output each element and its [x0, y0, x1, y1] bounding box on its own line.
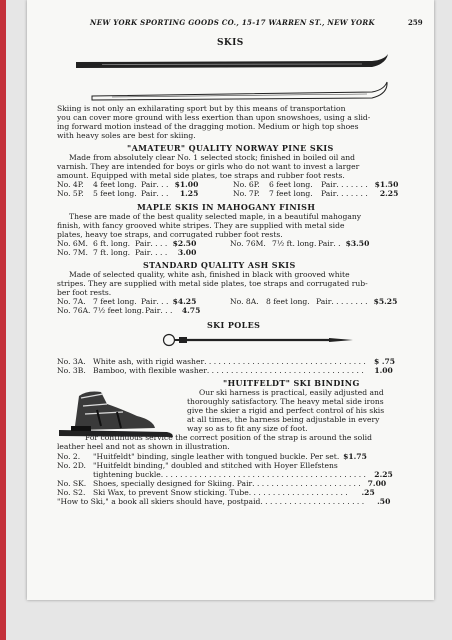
price-row: No. 76M. 7½ ft. long. Pair. . . $3.50 — [230, 239, 369, 248]
price-row: No. 3A. White ash, with rigid washer. . . $ .75 — [57, 357, 395, 366]
price-row: No. 8A. 8 feet long. Pair. . . $5.25 — [230, 297, 397, 306]
price-row: No. 3B. Bamboo, with flexible washer. . . 1.00 — [57, 366, 393, 375]
price-row: No. 2D. "Huitfeldt binding," doubled and stitched with Hoyer Ellefstens — [57, 461, 338, 470]
running-header: NEW YORK SPORTING GOODS CO., 15-17 WARREN ST., NEW YORK — [90, 18, 375, 27]
price-row: No. 2. "Huitfeldt" binding, single leather with tongued buckle. Per set. . . $1.75 — [57, 452, 367, 461]
section-title-ash: STANDARD QUALITY ASH SKIS — [143, 260, 296, 270]
section-title-skis: SKIS — [217, 38, 244, 48]
section-title-amateur: "AMATEUR" QUALITY NORWAY PINE SKIS — [127, 143, 334, 153]
price-row: No. 7M. 7 ft. long. Pair. . . 3.00 — [57, 248, 196, 257]
price-row: "How to Ski," a book all skiers should have, postpaid. . . .50 — [57, 497, 390, 506]
price-row: No. 6M. 6 ft. long. Pair. . . $2.50 — [57, 239, 196, 248]
price-row: tightening buckle. . . 2.25 — [93, 470, 393, 479]
price-row: No. 7P. 7 feet long. Pair. . . 2.25 — [233, 189, 398, 198]
price-row: No. 5P. 5 feet long. Pair. . . 1.25 — [57, 189, 198, 198]
price-row: No. 6P. 6 feet long. Pair. . . $1.50 — [233, 180, 398, 189]
price-row: No. 7A. 7 feet long. Pair. . . $4.25 — [57, 297, 196, 306]
price-row: No. S2. Ski Wax, to prevent Snow sticking. Tube. . . .25 — [57, 488, 375, 497]
red-background-edge — [0, 0, 6, 640]
page-number: 259 — [408, 18, 423, 27]
price-row: No. SK. Shoes, specially designed for Skiing. Pair. . . 7.00 — [57, 479, 386, 488]
ski-pole-illustration — [157, 330, 357, 350]
catalog-page: NEW YORK SPORTING GOODS CO., 15-17 WARREN ST., NEW YORK 259 SKIS Skiing is not only an exhilarating sport but by this means of transportation you can cover more ground with less exertion than upon snowshoes, using a slid- ing forward motion instead of the dragging motion. Medium or high top shoes with heavy soles are best for skiing. "AMATEUR" QUALITY NORWAY PINE SKIS Made from absolutely clear No. 1 selected stock; finished in boiled oil and varnish. They are intended for boys or girls who do not want to invest a larger amount. Equipped with metal side plates, toe straps and rubber foot rests. No. 4P. 4 feet long. Pair. . . $1.00 No. 6P. 6 feet long. Pair. . . $1.50 No. 5P. 5 feet long. Pair. . . 1.25 No. 7P. 7 feet long. Pair. . . 2.25 MAPLE SKIS IN MAHOGANY FINISH These are made of the best quality selected maple, in a beautiful mahogany finish, with fancy grooved white stripes. They are supplied with metal side plates, heavy toe straps, and corrugated rubber foot rests. No. 6M. 6 ft. long. Pair. . . $2.50 No. 76M. 7½ ft. long. Pair. . . $3.50 No. 7M. 7 ft. long. Pair. . . 3.00 STANDARD QUALITY ASH SKIS Made of selected quality, white ash, finished in black with grooved white stripes. They are supplied with metal side plates, toe straps and corrugated rub- ber foot rests. No. 7A. 7 feet long. Pair. . . $4.25 No. 8A. 8 feet long. Pair. . . $5.25 No. 76A. 7½ feet long.Pair. . . 4.75 SKI POLES No. 3A. White ash, with rigid washer. . . $ .75 No. 3B. Bamboo, with flexible washer. . . 1.00 "HUITFELDT" SKI BINDING Our ski harness is practical, easily adjusted and thoroughly satisfactory. The heavy metal side irons give the skier a rigid and perfect control of his skis at all times, the harness being adjustable in every way so as to fit any size of foot. For continuous service the correct position of the strap is around the solid leather heel and not as shown in illustration. No. 2. "Huitfeldt" binding, single leather with tongued buckle. Per set. . . $1.75 No. 2D. "Huitfeldt binding," doubled and stitched with Hoyer Ellefstens tightening buckle. . . 2.25 No. SK. Shoes, specially designed for Skiing. Pair. . . 7.00 No. S2. Ski Wax, to prevent Snow sticking. Tube. . . .25 "How to Ski," a book all skiers should have, postpaid. . . .50 — [27, 0, 434, 600]
section-title-poles: SKI POLES — [207, 320, 261, 330]
section-title-binding: "HUITFELDT" SKI BINDING — [223, 378, 360, 388]
section-title-mahogany: MAPLE SKIS IN MAHOGANY FINISH — [137, 202, 316, 212]
ski-illustration — [72, 52, 392, 104]
price-row: No. 76A. 7½ feet long.Pair. . . 4.75 — [57, 306, 200, 315]
price-row: No. 4P. 4 feet long. Pair. . . $1.00 — [57, 180, 198, 189]
